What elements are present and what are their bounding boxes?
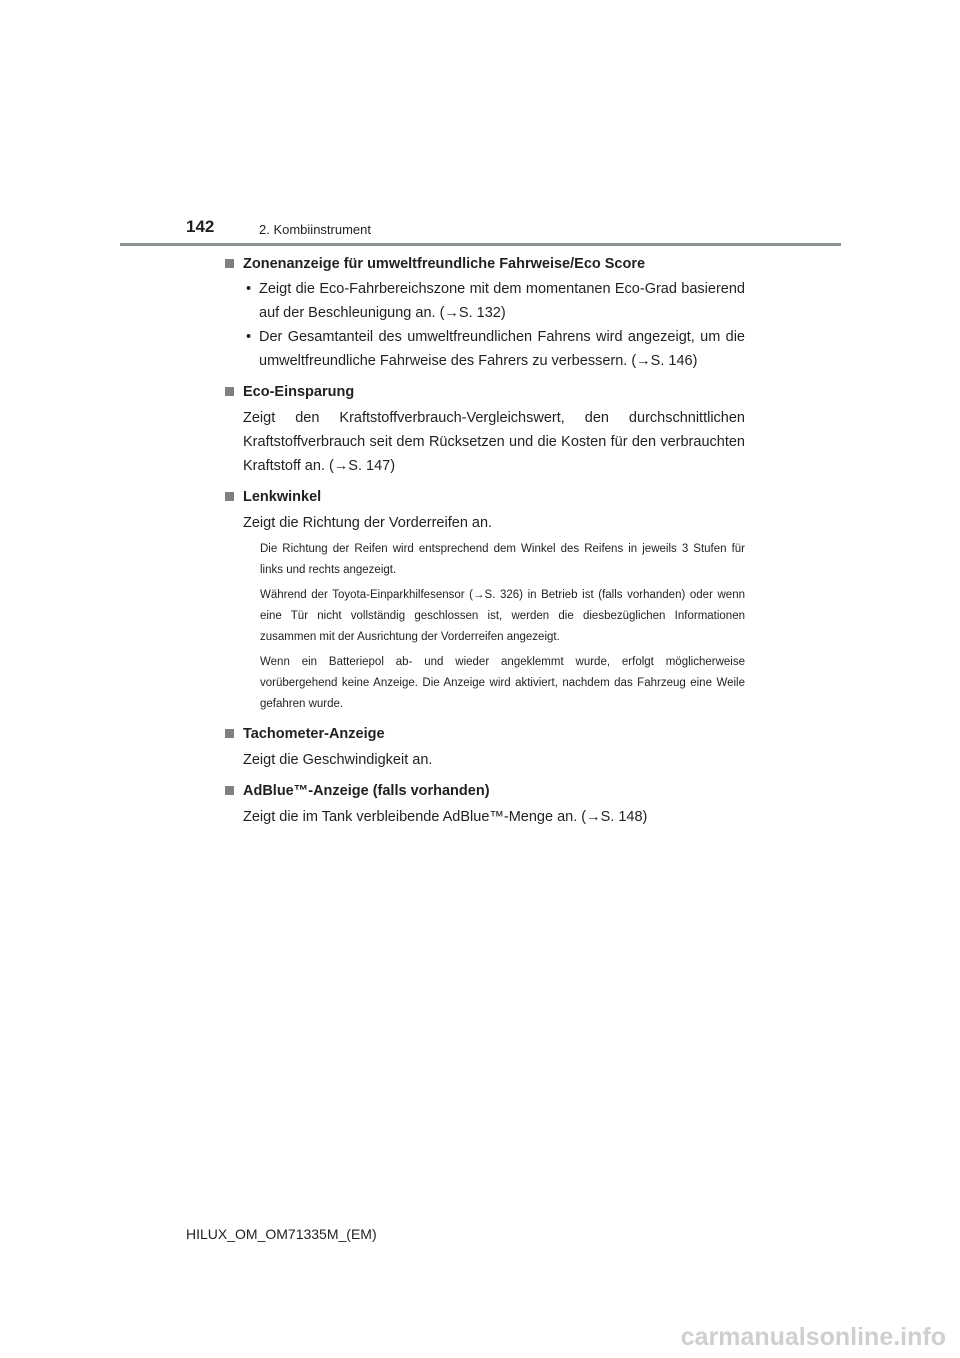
chapter-title: 2. Kombiinstrument — [259, 222, 371, 237]
note-text: Die Richtung der Reifen wird entsprechend dem Winkel des Reifens in jeweils 3 Stufen für links und rechts angezeigt. — [260, 543, 745, 576]
section-title: Zonenanzeige für umweltfreundliche Fahrweise/Eco Score — [243, 256, 646, 272]
square-bullet-icon — [225, 729, 234, 738]
dot-bullet-icon: • — [246, 329, 252, 345]
dot-bullet-icon: • — [246, 281, 252, 297]
section-eco-zone — [225, 255, 745, 373]
section-eco-savings — [225, 383, 745, 478]
section-title: Tachometer-Anzeige — [243, 726, 385, 742]
section-heading — [225, 383, 745, 401]
section-heading — [225, 488, 745, 506]
section-text: Zeigt den Kraftstoffverbrauch-Vergleichswert, den durchschnittlichen Kraftstoffverbrauch seit dem Rücksetzen und die Kosten für den verbrauchten Kraftstoff an. (→S. 147) — [243, 410, 745, 474]
note-list — [260, 539, 745, 715]
page-number: 142 — [186, 217, 215, 236]
header-divider — [120, 243, 841, 246]
section-title: Lenkwinkel — [243, 489, 322, 505]
section-steering-angle — [225, 488, 745, 715]
bullet-text: Der Gesamtanteil des umweltfreundlichen Fahrens wird angezeigt, um die umweltfreundliche Fahrweise des Fahrers zu verbessern. (→S. 146) — [259, 329, 745, 369]
bullet-item — [243, 325, 745, 373]
section-heading — [225, 782, 745, 800]
square-bullet-icon — [225, 492, 234, 501]
document-code: HILUX_OM_OM71335M_(EM) — [186, 1226, 377, 1242]
square-bullet-icon — [225, 387, 234, 396]
section-title: Eco-Einsparung — [243, 384, 355, 400]
note-text: Wenn ein Batteriepol ab- und wieder angeklemmt wurde, erfolgt möglicherweise vorübergehend keine Anzeige. Die Anzeige wird aktiviert, nachdem das Fahrzeug eine Weile gefahren wurde. — [260, 656, 745, 710]
bullet-list — [243, 277, 745, 373]
section-speedometer — [225, 725, 745, 772]
square-bullet-icon — [225, 786, 234, 795]
section-title: AdBlue™-Anzeige (falls vorhanden) — [243, 783, 490, 799]
square-bullet-icon — [225, 259, 234, 268]
note-text: Während der Toyota-Einparkhilfesensor (→S. 326) in Betrieb ist (falls vorhanden) oder wenn eine Tür nicht vollständig geschlossen ist, werden die diesbezüglichen Informationen zusammen mit der Ausrichtung der Vorderreifen angezeigt. — [260, 589, 745, 643]
section-heading — [225, 725, 745, 743]
page-content — [225, 255, 745, 839]
bullet-item — [243, 277, 745, 325]
section-heading — [225, 255, 745, 273]
section-text: Zeigt die im Tank verbleibende AdBlue™-Menge an. (→S. 148) — [243, 809, 648, 825]
bullet-text: Zeigt die Eco-Fahrbereichszone mit dem momentanen Eco-Grad basierend auf der Beschleunigung an. (→S. 132) — [259, 281, 745, 321]
section-text: Zeigt die Geschwindigkeit an. — [243, 752, 433, 768]
section-text: Zeigt die Richtung der Vorderreifen an. — [243, 515, 493, 531]
section-adblue — [225, 782, 745, 829]
watermark: carmanualsonline.info — [680, 1323, 946, 1351]
